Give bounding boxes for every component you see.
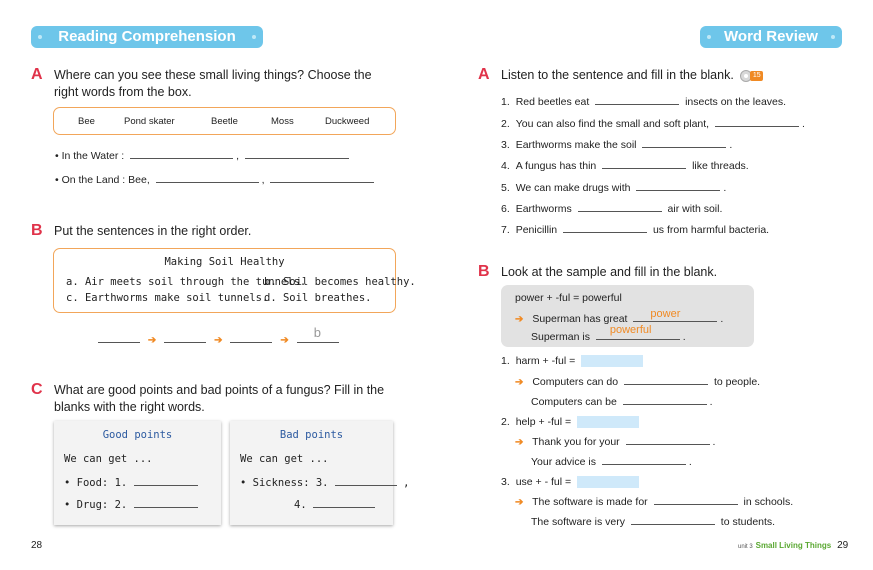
right-page-number: 29 [837, 540, 849, 551]
sickness-row [240, 475, 410, 490]
drug-label: • Drug: 2. [64, 499, 128, 511]
good-points-title: Good points [102, 429, 173, 441]
left-c-prompt-line1: What are good points and bad points of a fungus? Fill in the [54, 383, 385, 397]
item-text: The software is made for [532, 496, 648, 508]
suffix-item-2-sentence-1 [515, 434, 715, 449]
water-blank-1[interactable] [130, 148, 233, 159]
land-blank-2[interactable] [270, 172, 374, 183]
land-blank-1[interactable] [156, 172, 259, 183]
item-formula: help + -ful = [515, 416, 572, 428]
footer-unit-title: Small Living Things [755, 541, 832, 550]
on-the-land-row [55, 172, 374, 187]
item-text: Thank you for your [532, 436, 620, 448]
bad-points-note [230, 421, 410, 525]
suffix-blank-3a[interactable] [654, 494, 738, 505]
good-we-can-get: We can get ... [64, 453, 153, 465]
suffix-blank-1b[interactable] [623, 394, 707, 405]
order-blank-1[interactable] [98, 332, 140, 343]
listen-item-6 [501, 201, 722, 216]
suffix-item-3-sentence-1 [515, 494, 793, 509]
sample-line2-text: Superman is [531, 331, 590, 343]
soil-sentences-box [53, 248, 416, 313]
item-before: Red beetles eat [515, 96, 590, 108]
sentence-d: d. Soil breathes. [264, 292, 372, 304]
suffix-blank-3b[interactable] [631, 514, 715, 525]
left-section-c-letter: C [31, 381, 43, 398]
water-comma: , [236, 150, 239, 162]
footer-unit: unit 3 [738, 544, 753, 550]
item-before: Earthworms [515, 203, 572, 215]
sample-answer-powerful: powerful [609, 324, 652, 336]
item-before: Penicillin [515, 224, 558, 236]
left-section-a-letter: A [31, 66, 43, 83]
left-section-c-prompt [54, 382, 404, 416]
sickness-label: • Sickness: 3. [240, 477, 329, 489]
order-blank-2[interactable] [164, 332, 206, 343]
item-after: insects on the leaves. [685, 96, 787, 108]
sentence-c: c. Earthworms make soil tunnels. [66, 292, 269, 304]
arrow-icon: ➔ [147, 335, 157, 346]
suffix-item-2-sentence-2 [531, 454, 692, 469]
item-text: to people. [713, 376, 761, 388]
sickness-comma: , [403, 477, 410, 489]
right-section-a-prompt [501, 67, 764, 84]
suffix-item-3-sentence-2 [531, 514, 775, 529]
listen-item-3 [501, 137, 732, 152]
suffix-blank-1a[interactable] [624, 374, 708, 385]
item-number: 5. [501, 182, 510, 194]
right-section-b-prompt: Look at the sample and fill in the blank. [501, 265, 718, 279]
formula-answer-box-2[interactable] [577, 416, 639, 428]
word-pond-skater: Pond skater [124, 116, 175, 127]
listen-blank-2[interactable] [715, 116, 799, 127]
suffix-item-1-sentence-2 [531, 394, 713, 409]
track-number: 15 [750, 71, 763, 81]
water-blank-2[interactable] [245, 148, 349, 159]
item-after: . [723, 182, 727, 194]
item-formula: harm + -ful = [515, 355, 576, 367]
left-section-a-prompt [54, 67, 404, 101]
cd-track-icon[interactable] [740, 70, 764, 82]
left-a-prompt-line2: right words from the box. [54, 85, 192, 99]
sentence-b: b. Soil becomes healthy. [264, 276, 416, 288]
item-after: us from harmful bacteria. [652, 224, 770, 236]
word-beetle: Beetle [211, 116, 238, 127]
listen-blank-6[interactable] [578, 201, 662, 212]
right-section-a-letter: A [478, 66, 490, 83]
left-section-b-letter: B [31, 222, 43, 239]
listen-item-7 [501, 222, 769, 237]
in-the-water-row [55, 148, 349, 163]
bad-we-can-get: We can get ... [240, 453, 329, 465]
word-moss: Moss [271, 116, 294, 127]
food-row [64, 475, 198, 490]
right-footer [738, 539, 848, 554]
formula-answer-box-1[interactable] [581, 355, 643, 367]
order-answer-b: b [313, 325, 321, 340]
item-text: Your advice is [531, 456, 596, 468]
item-text: Computers can be [531, 396, 617, 408]
item-text: in schools. [743, 496, 794, 508]
item-number: 6. [501, 203, 510, 215]
drug-blank[interactable] [134, 497, 198, 508]
item-number: 4. [501, 160, 510, 172]
listen-blank-1[interactable] [595, 94, 679, 105]
left-banner-title: Reading Comprehension [58, 28, 236, 45]
item-number: 1. [501, 355, 510, 367]
sample-blank-1 [633, 309, 717, 322]
sickness-blank[interactable] [335, 475, 397, 486]
food-label: • Food: 1. [64, 477, 128, 489]
listen-item-1 [501, 94, 786, 109]
listen-item-4 [501, 158, 749, 173]
item-before: Earthworms make the soil [515, 139, 637, 151]
order-blank-3[interactable] [230, 332, 272, 343]
sentence-a: a. Air meets soil through the tunnels. [66, 276, 307, 288]
on-land-given: Bee, [128, 174, 150, 186]
left-c-prompt-line2: blanks with the right words. [54, 400, 205, 414]
word-bee: Bee [78, 116, 95, 127]
item-text: The software is very [531, 516, 625, 528]
arrow-icon: ➔ [515, 377, 524, 388]
sample-box [501, 285, 754, 347]
word-duckweed: Duckweed [325, 116, 370, 127]
item-text: Computers can do [532, 376, 619, 388]
sample-line-2 [531, 324, 686, 344]
four-label: 4. [294, 499, 307, 511]
sample-formula: power + -ful = powerful [515, 292, 622, 304]
item-number: 7. [501, 224, 510, 236]
right-section-b-letter: B [478, 263, 490, 280]
period: . [720, 313, 724, 325]
suffix-item-3-formula [501, 476, 639, 489]
listen-item-5 [501, 180, 726, 195]
four-blank[interactable] [313, 497, 375, 508]
listen-blank-5[interactable] [636, 180, 720, 191]
order-blank-4[interactable] [297, 325, 339, 343]
item-after: like threads. [692, 160, 749, 172]
soil-box-title: Making Soil Healthy [164, 256, 285, 268]
item-after: . [801, 118, 805, 130]
bad-points-title: Bad points [279, 429, 344, 441]
item-number: 1. [501, 96, 510, 108]
sample-blank-2 [596, 324, 680, 340]
item-before: A fungus has thin [515, 160, 597, 172]
suffix-blank-2b[interactable] [602, 454, 686, 465]
reading-comprehension-banner [31, 26, 263, 48]
left-section-b-prompt: Put the sentences in the right order. [54, 224, 252, 238]
food-blank[interactable] [134, 475, 198, 486]
item-text: to students. [720, 516, 776, 528]
listen-blank-3[interactable] [642, 137, 726, 148]
land-comma: , [261, 174, 265, 186]
item-number: 2. [501, 416, 510, 428]
item-number: 2. [501, 118, 510, 130]
right-banner-title: Word Review [724, 28, 818, 45]
arrow-icon: ➔ [515, 497, 524, 508]
on-the-land-label: • On the Land : [55, 174, 126, 186]
item-after: . [729, 139, 733, 151]
item-before: You can also find the small and soft plant, [515, 118, 710, 130]
item-text: . [688, 456, 692, 468]
item-before: We can make drugs with [515, 182, 631, 194]
formula-answer-box-3[interactable] [577, 476, 639, 488]
sample-answer-power: power [650, 308, 681, 320]
left-a-prompt-line1: Where can you see these small living things? Choose the [54, 68, 372, 82]
arrow-icon: ➔ [515, 437, 524, 448]
in-the-water-label: • In the Water : [55, 150, 125, 162]
left-page-number: 28 [31, 540, 43, 551]
four-row [294, 497, 375, 512]
period: . [682, 331, 686, 343]
item-text: . [712, 436, 716, 448]
listen-item-2 [501, 116, 805, 131]
item-after: air with soil. [667, 203, 723, 215]
arrow-icon: ➔ [280, 335, 289, 346]
suffix-blank-2a[interactable] [626, 434, 710, 445]
drug-row [64, 497, 198, 512]
order-row [98, 325, 339, 347]
suffix-item-1-formula [501, 355, 643, 368]
suffix-item-2-formula [501, 416, 639, 429]
arrow-icon: ➔ [515, 314, 524, 325]
item-number: 3. [501, 476, 510, 488]
item-formula: use + - ful = [515, 476, 572, 488]
listen-blank-4[interactable] [602, 158, 686, 169]
sample-line1-text: Superman has great [532, 313, 628, 325]
word-review-banner [700, 26, 842, 48]
item-text: . [709, 396, 713, 408]
listen-blank-7[interactable] [563, 222, 647, 233]
good-points-note [54, 421, 221, 525]
item-number: 3. [501, 139, 510, 151]
suffix-item-1-sentence-1 [515, 374, 760, 389]
word-box [53, 107, 396, 135]
right-a-prompt-text: Listen to the sentence and fill in the blank. [501, 68, 734, 82]
arrow-icon: ➔ [214, 335, 223, 346]
